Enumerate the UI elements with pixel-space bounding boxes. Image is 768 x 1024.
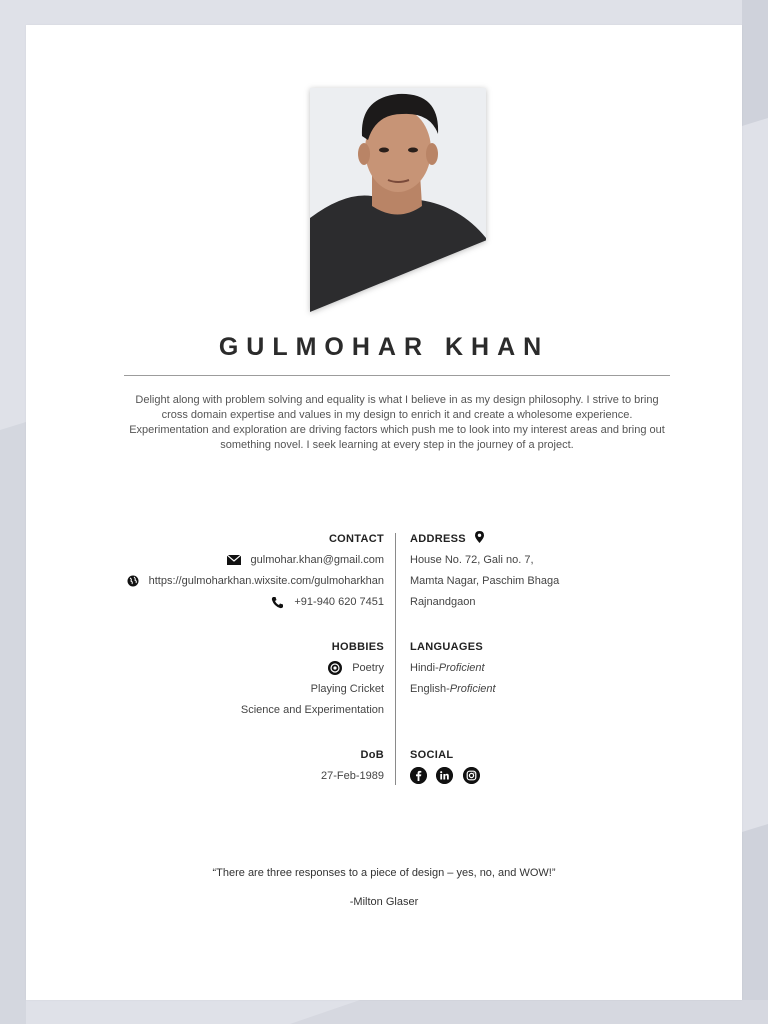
bio-paragraph: Delight along with problem solving and equality is what I believe in as my design philosophy. I strive to bring cross domain expertise and values in my design to enrich it and create a wholesome experience. Experimentation and exploration are driving factors which push me to look into my interest areas and bring out something novel. I seek learning at every step in the journey of a project.: [129, 394, 665, 451]
contact-section: [127, 531, 384, 613]
profile-photo: [310, 88, 486, 312]
facebook-icon[interactable]: [410, 767, 427, 784]
location-pin-icon: [475, 531, 484, 543]
contact-heading: CONTACT: [328, 533, 384, 545]
address-line-2: Mamta Nagar, Paschim Bhaga: [410, 575, 560, 587]
languages-heading: LANGUAGES: [410, 641, 483, 653]
candidate-name: GULMOHAR KHAN: [218, 333, 550, 361]
social-icons: [410, 767, 485, 785]
dob-heading: DoB: [360, 749, 384, 761]
address-heading-row: [410, 531, 559, 547]
hobbies-heading: HOBBIES: [331, 641, 384, 653]
quote-text: “There are three responses to a piece of design – yes, no, and WOW!”: [212, 867, 556, 879]
language-item: [410, 679, 496, 700]
profile-photo-frame: [310, 88, 486, 312]
languages-section: [410, 639, 496, 700]
contact-phone-row[interactable]: [127, 592, 384, 613]
dob-value: 27-Feb-1989: [321, 770, 384, 782]
address-line-3: Rajnandgaon: [410, 596, 476, 608]
hobby-item: Playing Cricket: [310, 683, 384, 695]
instagram-icon[interactable]: [463, 767, 480, 784]
poetry-icon: [328, 661, 342, 675]
contact-email-row[interactable]: [127, 550, 384, 571]
language-name: English-: [410, 683, 450, 695]
social-section: [410, 747, 485, 785]
contact-phone[interactable]: +91-940 620 7451: [294, 596, 384, 608]
address-line-1: House No. 72, Gali no. 7,: [410, 554, 534, 566]
language-item: [410, 658, 496, 679]
contact-website-row[interactable]: [127, 571, 384, 592]
hobby-item: Science and Experimentation: [240, 704, 384, 716]
hobby-item: [241, 658, 384, 679]
social-heading: SOCIAL: [410, 749, 454, 761]
name-divider: [124, 375, 670, 376]
contact-email[interactable]: gulmohar.khan@gmail.com: [250, 554, 384, 566]
language-level: Proficient: [438, 662, 485, 674]
hobby-label: Poetry: [352, 662, 384, 674]
phone-icon: [271, 596, 284, 609]
contact-website[interactable]: https://gulmoharkhan.wixsite.com/gulmoharkhan: [148, 575, 384, 587]
quote-author: -Milton Glaser: [349, 896, 419, 908]
dob-section: [321, 747, 384, 787]
hobbies-section: [241, 639, 384, 721]
vertical-divider: [395, 533, 396, 785]
address-section: [410, 531, 559, 613]
language-level: Proficient: [449, 683, 496, 695]
language-name: Hindi-: [410, 662, 439, 674]
resume-sheet: [26, 25, 742, 1000]
address-heading: ADDRESS: [410, 533, 466, 545]
mail-icon: [227, 555, 241, 565]
globe-icon: [127, 575, 139, 587]
linkedin-icon[interactable]: [436, 767, 453, 784]
